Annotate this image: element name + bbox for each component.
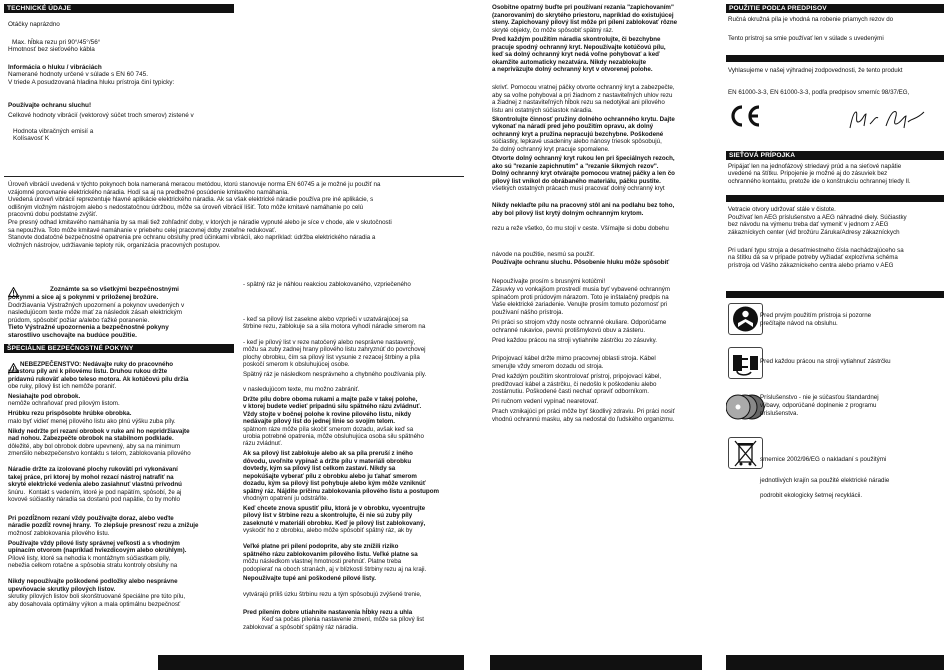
- text-line: Pred prvým použitím prístroja si pozorne: [760, 312, 872, 319]
- text-line: výbavy, odporúčané doplnenie z programu: [760, 402, 877, 409]
- text-line: na štítku dá sa v prípade potreby vyžiadať explozívna schéma: [728, 254, 898, 261]
- text-line: nad nohou. Zabezpečte obrobok na stabilnom podklade.: [8, 435, 174, 442]
- text-line: zákazníckych center (viď brožúru Záruka/Adresy zákazníckych: [728, 229, 900, 236]
- text-line: nasledujúcom texte môže mať za následok zásah elektrickým: [8, 309, 182, 317]
- text-line: pílový list vnikol do obrábaného materiálu, páčku pustite.: [492, 178, 661, 185]
- text-line: Úroveň vibrácií uvedená v týchto pokynoch bola nameraná meracou metódou, ktorú stanovuje norma EN 60745 a je možné ju použiť na: [8, 181, 381, 188]
- text-line: upevňovacie skrutky pílových listov.: [8, 586, 116, 593]
- text-line: môžu sa zuby zadnej hrany pílového listu zahryznúť do povrchovej: [243, 346, 426, 353]
- text-line: Prach vznikajúci pri práci môže byť škodlivý zdraviu. Pri práci nosiť: [492, 408, 675, 415]
- text-line: ochranné rukavice, pevnú protišmykovú obuv a zásteru.: [492, 327, 646, 334]
- text-line: Keď sa počas pílenia nastavenie zmení, môže sa pílový list: [262, 616, 425, 623]
- text-line: v ktorej budete vedieť prípadnú silu spätného rázu zvládnuť.: [243, 403, 422, 410]
- section-band-maintenance: [726, 195, 944, 202]
- text-line: Dolný ochranný kryt otvárajte pomocou vratnej páčky a len čo: [492, 170, 675, 177]
- text-line: Náradie držte za izolované plochy rukovätí pri vykonávaní: [8, 466, 178, 473]
- general-warning-title: Zoznámte sa so všetkými bezpečnostnými: [50, 286, 179, 293]
- text-line: Nepoužívajte tupé ani poškodené pílové listy.: [243, 575, 376, 582]
- text-line: ako sú "rezanie zapichnutím" a "rezanie šikmých rezov".: [492, 163, 659, 170]
- text-line: Nikdy nepoužívajte poškodené podložky alebo nesprávne: [8, 578, 178, 585]
- text-line: Otvorte dolný ochranný kryt rukou len pri špeciálnych rezoch,: [492, 155, 675, 162]
- text-line: Ručná okružná píla je vhodná na robenie priamych rezov do: [728, 16, 894, 23]
- text-line: nedávajte pílový list do jednej línie so svojím telom.: [243, 418, 395, 425]
- text-line: Tento prístroj sa smie používať len v súlade s uvedenými: [728, 35, 884, 42]
- section-band-symbols: [726, 291, 944, 298]
- text-line: skrutky pílových listov boli skonštruované špeciálne pre túto pílu,: [8, 593, 186, 600]
- text-line: štrbine rezu, zablokuje sa a sila motora vyhodí náradie smerom na: [243, 323, 426, 330]
- text-line: Pripájať len na jednofázový striedavý prúd a na sieťové napätie: [728, 163, 902, 170]
- text-line: dovtedy, kým sa pílový list celkom zastaví. Nikdy sa: [243, 465, 396, 472]
- text-line: Príslušenstvo - nie je súčasťou štandardnej: [760, 394, 879, 401]
- text-line: Používajte vždy pílové listy správnej veľkosti a s vhodným: [8, 540, 180, 547]
- divider: [4, 176, 464, 177]
- text-line: obe ruky, pílový list ich nemôže poraniť.: [8, 383, 117, 390]
- text-line: Vyhlasujeme v našej výhradnej zodpovednosti, že tento produkt: [728, 67, 903, 74]
- text-line: vykonať na náradí pred jeho použitím opravu, ak dolný: [492, 123, 654, 130]
- section-header-intended-use: POUŽITIE PODĽA PREDPISOV: [726, 4, 944, 13]
- text-line: podrobit ekologicky šetrnej recyklácii.: [760, 492, 863, 499]
- text-line: pracuje spodný ochranný kryt. Nepoužívajte kotúčovú pílu,: [492, 44, 666, 51]
- text-line: - keď je pílový list v reze natočený alebo nesprávne nastavený,: [243, 339, 416, 346]
- text-line: Hmotnosť bez sieťového kábla: [8, 46, 95, 53]
- text-line: steny. Zapichovaný pílový list môže pri pílení zablokovať rôzne: [492, 19, 678, 26]
- text-line: zaseknuté v materiáli obrobku. Keď je pílový list zablokovaný,: [243, 520, 426, 527]
- text-line: zmenšilo nebezpečenstvo kontaktu s telom, zablokovania pílového: [8, 450, 191, 457]
- text-line: zablokovať a spôsobiť spätný ráz náradia.: [243, 624, 359, 631]
- text-line: uvedené na štítku. Pripojenie je možné aj do zásuviek bez: [728, 170, 888, 177]
- text-line: rázu zvládnuť.: [243, 440, 283, 447]
- text-line: Pred každým použitím skontrolovať prístroj, pripojovací kábel,: [492, 373, 662, 380]
- text-line: predlžovací kábel a zástrčku, či nedošlo k poškodeniu alebo: [492, 381, 657, 388]
- text-line: súčiastky, lepkavé usadeniny alebo nánosy triesok spôsobujú,: [492, 138, 662, 145]
- section-header-mains-connection: SIEŤOVÁ PRÍPOJKA: [726, 151, 944, 160]
- text-line: Vždy stojte v bočnej polohe k rovine pílového listu, nikdy: [243, 411, 412, 418]
- text-line: ochranného kontaktu, pretože ide o konštrukciu ochrannej triedy II.: [728, 178, 911, 185]
- text-line: aby bol pílový list krytý dolným ochranným krytom.: [492, 210, 644, 217]
- text-line: pracovnú dobu podstatne zvýšiť.: [8, 211, 98, 219]
- unplug-icon: [728, 347, 763, 379]
- text-line: keď sa dolný ochranný kryt nedá voľne pohybovať a keď: [492, 51, 660, 58]
- text-line: vhodnú ochrannú masku, aby sa nedostal do ľudského organizmu.: [492, 416, 675, 423]
- text-line: takej práce, pri ktorej by mohol rezací nástroj natrafiť na: [8, 474, 174, 481]
- text-line: Pred pílením dobre utiahnite nastavenia hĺbky rezu a uhla: [243, 609, 413, 616]
- text-line: starostlivo uschovajte na budúce použitie.: [8, 332, 137, 339]
- read-manual-icon: [728, 303, 763, 335]
- text-line: Pred každým použitím náradia skontrolujte, či bezchybne: [492, 36, 661, 43]
- text-line: ochranný kryt a pružina nepracujú bezchybne. Poškodené: [492, 131, 664, 138]
- text-line: jednotlivých krajín sa použité elektrické náradie: [760, 477, 890, 484]
- text-line: prečítajte návod na obsluhu.: [760, 320, 838, 327]
- text-line: Pre presný odhad kmitavého namáhania by sa mali tiež zohľadniť doby, v ktorých je náradie vypnuté alebo je síce v chode, ale v skutočnosti: [8, 219, 392, 226]
- text-line: vzájomné porovnanie elektrického náradia. Hodí sa aj na predbežné posúdenie kmitavého namáhania.: [8, 188, 290, 196]
- text-line: príslušenstva.: [760, 410, 799, 417]
- text-line: náradie pozdĺž rovnej hrany. To zlepšuje presnosť rezu a znižuje: [8, 522, 199, 529]
- weee-crossed-bin-icon: [728, 437, 763, 469]
- text-line: Používať len AEG príslušenstvo a AEG náhradné diely. Súčiastky: [728, 214, 907, 221]
- text-line: sa nepoužíva. Toto môže kmitavé namáhanie v priebehu celej pracovnej doby zreteľne redukovať.: [8, 226, 277, 234]
- text-line: Hrúbku rezu prispôsobte hrúbke obrobka.: [8, 410, 132, 417]
- text-line: prúdom, spôsobiť požiar a/alebo ťažké poranenie.: [8, 316, 150, 324]
- text-line: Kolísavosť K: [13, 135, 50, 142]
- text-line: návode na použitie, nesmú sa použiť.: [492, 251, 595, 258]
- text-line: bez návodu na výmenu treba dať vymeniť v jednom z AEG: [728, 221, 889, 228]
- text-line: dozadu, kým sa pílový list pohybuje alebo kým môže vzniknúť: [243, 480, 426, 487]
- text-line: Skontrolujte činnosť pružiny dolného ochranného krytu. Dajte: [492, 116, 675, 123]
- text-line: a nepriväzujte dolný ochranný kryt v otvorenej polohe.: [492, 66, 653, 73]
- text-line: používaní nášho prístroja.: [492, 309, 564, 316]
- text-line: priestoru píly ani k pílovému listu. Druhou rukou držte: [8, 368, 168, 375]
- text-line: Celkové hodnoty vibrácií (vektorový súčet troch smerov) zistené v: [8, 112, 194, 119]
- text-line: skryté elektrické vedenia alebo zasiahnuť vlastnú prívodnú: [8, 481, 182, 488]
- text-line: Pred každou prácou na stroji vytiahnuť zástrčku: [760, 358, 891, 365]
- section-band-conformity: [726, 55, 944, 62]
- text-line: Pri pozdĺžnom rezaní vždy používajte doraz, alebo veďte: [8, 515, 174, 522]
- text-line: listu ani ostatných súčiastok náradia.: [492, 107, 593, 114]
- text-line: Informácia o hluku / vibráciách: [8, 64, 102, 71]
- text-line: nemôže ochraňovať pred pílovým listom.: [8, 400, 120, 407]
- ce-mark-icon: [728, 104, 762, 133]
- section-header-technical-data: TECHNICKÉ ÚDAJE: [4, 4, 234, 13]
- text-line: odlišným vložným nástrojom alebo s nedostatočnou údržbou, môže sa úroveň vibrácií líšiť. Toto môže kmitavé namáhanie po celú: [8, 203, 364, 211]
- page-footer-bar-right: [490, 655, 702, 670]
- text-line: Tieto Výstražné upozornenia a bezpečnostné pokyny: [8, 324, 169, 332]
- text-line: malo byť vidieť menej pílového listu ako plnú výšku zuba píly.: [8, 418, 176, 425]
- text-line: Zásuvky vo vonkajšom prostredí musia byť vybavené ochranným: [492, 286, 671, 293]
- text-line: možnosť zablokovania pílového listu.: [8, 530, 110, 537]
- text-line: Veľké platne pri pílení podoprite, aby ste znížili riziko: [243, 543, 399, 550]
- text-line: nebežia celkom rotačne a spôsobia stratu kontroly obsluhy na: [8, 562, 178, 569]
- section-header-special-safety: ŠPECIÁLNE BEZPEČNOSTNÉ POKYNY: [4, 344, 234, 353]
- text-line: aby dosahovala optimálny výkon a mala optimálnu bezpečnosť: [8, 601, 181, 608]
- text-line: kovové súčiastky náradia sa dostanú pod napätie, čo by mohlo: [8, 496, 180, 503]
- text-line: Používajte ochranu sluchu. Pôsobenie hluku môže spôsobiť: [492, 259, 670, 266]
- text-line: prístroja od Vášho zákazníckeho centra alebo priamo v AEG: [728, 262, 894, 269]
- text-line: Nesiahajte pod obrobok.: [8, 393, 81, 400]
- text-line: prídavnú rukoväť alebo teleso motora. Ak kotúčovú pílu držia: [8, 376, 189, 383]
- text-line: poskočí smerom k obsluhujúcej osobe.: [243, 361, 350, 368]
- text-line: že dolný ochranný kryt pracuje spomalene.: [492, 146, 610, 153]
- text-line: Osobitne opatrný buďte pri používaní rezania "zapichovaním": [492, 4, 674, 11]
- text-line: NEBEZPEČENSTVO: Nedávajte ruky do pracovného: [20, 361, 174, 368]
- text-line: Používajte ochranu sluchu!: [8, 102, 92, 109]
- text-line: plochy obrobku, čím sa pílový list vysunie z rezacej štrbiny a píla: [243, 354, 420, 361]
- text-line: Spätný ráz je následkom nesprávneho a chybného používania píly.: [243, 371, 427, 378]
- text-line: Hodnota vibračných emisií a: [13, 128, 94, 135]
- text-line: smernice 2002/96/EG o nakladaní s použitými: [760, 456, 887, 463]
- text-line: - keď sa pílový list zasekne alebo vzprieči v uzatvárajúcej sa: [243, 316, 409, 323]
- text-line: šnúru. Kontakt s vedením, ktoré je pod napätím, spôsobí, že aj: [8, 489, 182, 496]
- text-line: Pri udaní typu stroja a desaťmiestneho čísla nachádzajúceho sa: [728, 247, 904, 254]
- text-line: Vetracie otvory udržovať stále v čistote.: [728, 206, 836, 213]
- text-line: V triede A posudzovaná hladina hluku prístroja činí typicky:: [8, 79, 175, 86]
- text-line: pokynmi a sice aj s pokynmi v priloženej brožúre.: [8, 294, 159, 301]
- text-line: všetkých ostatných prácach musí pracovať dolný ochranný kryt: [492, 185, 665, 192]
- text-line: vložných nástrojov, udržiavanie teploty rúk, organizácia pracovných postupov.: [8, 241, 221, 249]
- text-line: Max. hĺbka rezu pri 90°/45°/56°: [12, 39, 101, 46]
- text-line: Pred každou prácou na stroji vytiahnite zástrčku zo zásuvky.: [492, 337, 657, 344]
- text-line: Pri ručnom vedení vypínač nearetovať.: [492, 398, 599, 405]
- text-line: Pílové listy, ktoré sa nehodia k montážnym súčiastkam píly,: [8, 555, 171, 562]
- text-line: Nikdy neklaďte pílu na pracovný stôl ani na podlahu bez toho,: [492, 202, 675, 209]
- text-line: nepokúšajte vyberať pílu z obrobku alebo ju ťahať smerom: [243, 473, 417, 480]
- text-line: aby sa voľne pohyboval a pri žiadnom z nastaviteľných uhlov rezu: [492, 92, 673, 99]
- text-line: pílový list v štrbine rezu a skontrolujte, či nie sú zuby píly: [243, 512, 413, 519]
- text-line: spätného rázu zablokovaním pílového listu. Veľké platne sa: [243, 551, 418, 558]
- text-line: vytvárajú príliš úzku štrbinu rezu a tým spôsobujú zvýšené trenie,: [243, 591, 422, 598]
- text-line: podopierať na oboch stranách, aj v blízkosti štrbiny rezu aj na kraji.: [243, 566, 427, 573]
- signature-icon: [846, 108, 928, 137]
- text-line: Nikdy nedržte pri rezaní obrobok v ruke ani ho nepridržiavajte: [8, 428, 190, 435]
- text-line: Dodržiavania Výstražných upozornení a pokynov uvedených v: [8, 301, 185, 309]
- text-line: Otáčky naprázdno: [8, 21, 60, 28]
- text-line: Pri práci so strojom vždy noste ochranné okuliare. Odporúčame: [492, 319, 667, 326]
- text-line: spínačom proti prúdovým nárazom. Toto je inštalačný predpis na: [492, 294, 669, 301]
- text-line: a žiadnej z nastaviteľných hĺbok rezu sa nedotýkal ani pílového: [492, 99, 665, 106]
- page-footer-bar-left: [158, 655, 464, 670]
- text-line: vyskočiť ho z obrobku, alebo môže spôsobiť spätný ráz, ak by: [243, 527, 413, 534]
- text-line: Vaše elektrické zariadenie. Venujte prosím tomuto pozornosť pri: [492, 301, 668, 308]
- text-line: Nepoužívajte prosím s brusnými kotúčmi!: [492, 278, 606, 285]
- text-line: upínacím otvorom (napríklad hviezdicovým alebo okrúhlym).: [8, 547, 187, 554]
- text-line: EN 61000-3-3, EN 61000-3-3, podľa predpisov smerníc 98/37/EG,: [728, 89, 910, 96]
- text-line: Ak sa pílový list zablokuje alebo ak sa píla preruší z iného: [243, 450, 413, 457]
- text-line: Stanovte dodatočné bezpečnostné opatrenia pre ochranu obsluhy pred účinkami vibrácií, ako napríklad: údržba elektrického náradia a: [8, 234, 376, 242]
- page-footer-bar-right-2: [726, 655, 944, 670]
- text-line: Keď chcete znova spustiť pílu, ktorá je v obrobku, vycentrujte: [243, 505, 426, 512]
- text-line: môžu následkom vlastnej hmotnosti prehnúť. Platne treba: [243, 558, 402, 565]
- text-line: vhodným opatrení ju odstráňte.: [243, 495, 329, 502]
- text-line: Namerané hodnoty určené v súlade s EN 60 745.: [8, 71, 148, 78]
- text-line: skrivť. Pomocou vratnej páčky otvorte ochranný kryt a zabezpečte,: [492, 84, 675, 91]
- text-line: - spätný ráz je náhlou reakciou zablokovaného, vzpriečeného: [243, 281, 411, 288]
- text-line: okamžite automaticky nezatvára. Nikdy nezablokujte: [492, 59, 647, 66]
- text-line: dôvodu, uvoľnite vypínač a držte pílu v materiáli obrobku: [243, 458, 412, 465]
- text-line: spätný ráz. Nájdite príčinu zablokovania pílového listu a postupom: [243, 488, 439, 495]
- text-line: spätnom ráze môže píla skočiť smerom dozadu, avšak keď sa: [243, 426, 414, 433]
- text-line: dôležité, aby bol obrobok dobre upevnený, aby sa na minimum: [8, 443, 180, 450]
- text-line: Uvedená úroveň vibrácií reprezentuje hlavné aplikácie elektrického náradia. Ak sa však elektrické náradie používa pre iné aplikácie, s: [8, 196, 374, 204]
- text-line: rezu a reže všetko, čo mu stojí v ceste. Všímajte si dobu dobehu: [492, 225, 669, 232]
- text-line: smerujte vždy smerom dozadu od stroja.: [492, 363, 604, 370]
- text-line: v nasledujúcom texte, mu možno zabrániť.: [243, 386, 360, 393]
- text-line: zostárnutiu. Poškodené časti nechať opraviť odborníkom.: [492, 388, 650, 395]
- text-line: Držte pílu dobre oboma rukami a majte paže v takej polohe,: [243, 396, 418, 403]
- text-line: skryté objekty, čo môže spôsobiť spätný ráz.: [492, 27, 614, 34]
- text-line: (zanorovaním) do skrytého priestoru, napríklad do existujúcej: [492, 12, 674, 19]
- text-line: urobia potrebné opatrenia, môže obsluhujúca osoba silu spätného: [243, 433, 424, 440]
- text-line: Pripojovací kábel držte mimo pracovnej oblasti stroja. Kábel: [492, 355, 656, 362]
